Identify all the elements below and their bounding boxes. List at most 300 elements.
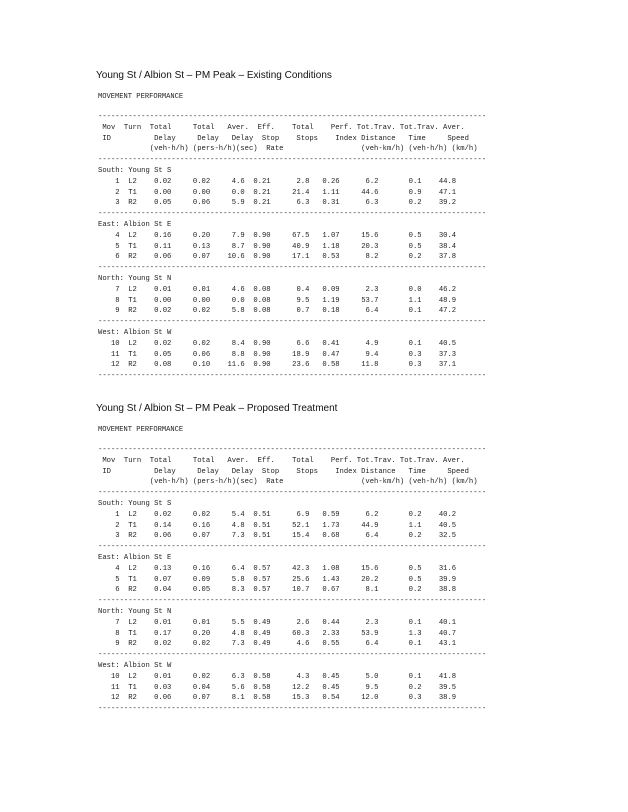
table-cell: 1.73 (309, 521, 340, 530)
section-title: Young St / Albion St – PM Peak – Existing Conditions (96, 70, 332, 81)
table-cell: 6.4 (210, 564, 245, 573)
table-cell: 0.20 (171, 629, 211, 638)
table-cell: 0.00 (171, 296, 211, 305)
table-cell: 0.16 (171, 564, 211, 573)
table-cell: 38.4 (421, 242, 457, 251)
table-cell: 53.9 (339, 629, 379, 638)
table-header-line: Mov Turn Total Total Aver. Eff. Total Perf. Tot.Trav. Tot.Trav. Aver. (98, 123, 465, 132)
table-cell: 11 (98, 683, 120, 692)
table-cell: 0.02 (171, 640, 211, 649)
table-cell: 4.8 (210, 629, 245, 638)
table-cell: 0.51 (244, 521, 271, 530)
table-cell: 0.5 (378, 575, 422, 584)
table-cell: 3 (98, 199, 120, 208)
table-cell: 1.43 (309, 575, 340, 584)
table-cell: 38.8 (421, 586, 457, 595)
table-cell: 5.4 (210, 510, 245, 519)
table-cell: 39.2 (421, 199, 457, 208)
table-cell: R2 (119, 361, 142, 370)
table-cell: 0.04 (141, 586, 172, 595)
table-cell: 0.05 (141, 350, 172, 359)
table-cell: 0.58 (244, 694, 271, 703)
table-cell: 4 (98, 564, 120, 573)
table-header-line: ID Delay Delay Delay Stop Stops Index Distance Time Speed (98, 467, 469, 476)
table-row (98, 231, 530, 242)
table-cell: 52.1 (270, 521, 310, 530)
table-cell: 0.07 (171, 694, 211, 703)
table-row (98, 177, 530, 188)
table-cell: R2 (119, 532, 142, 541)
table-cell: 37.1 (421, 361, 457, 370)
table-row (98, 339, 530, 350)
table-cell: 39.5 (421, 683, 457, 692)
table-cell: 0.01 (141, 618, 172, 627)
table-cell: 0.57 (244, 575, 271, 584)
table-cell: 60.3 (270, 629, 310, 638)
table-cell: 2 (98, 188, 120, 197)
rule-line: ------------------------------------------------------------------------------------------ (98, 543, 487, 552)
table-cell: T1 (119, 188, 142, 197)
approach-label: South: Young St S (98, 166, 172, 175)
table-cell: T1 (119, 242, 142, 251)
table-cell: 0.02 (141, 640, 172, 649)
table-cell: 0.3 (378, 694, 422, 703)
table-cell: 0.06 (171, 199, 211, 208)
table-cell: 3 (98, 532, 120, 541)
table-cell: 40.1 (421, 618, 457, 627)
table-cell: 47.2 (421, 307, 457, 316)
table-cell: 0.2 (378, 586, 422, 595)
table-row (98, 639, 530, 650)
table-cell: 6.6 (270, 339, 310, 348)
table-cell: 2.3 (339, 285, 379, 294)
table-cell: 1.3 (378, 629, 422, 638)
table-cell: T1 (119, 296, 142, 305)
table-cell: 0.09 (309, 285, 340, 294)
rule-line: ------------------------------------------------------------------------------------------ (98, 318, 487, 327)
table-row (98, 575, 530, 586)
table-cell: L2 (119, 231, 142, 240)
table-cell: 21.4 (270, 188, 310, 197)
table-cell: 0.44 (309, 618, 340, 627)
table-cell: 0.06 (141, 694, 172, 703)
table-cell: 8.3 (210, 586, 245, 595)
table-cell: 11.6 (210, 361, 245, 370)
table-cell: 9.5 (270, 296, 310, 305)
table-row (98, 683, 530, 694)
table-cell: 30.4 (421, 231, 457, 240)
table-cell: 0.54 (309, 694, 340, 703)
table-cell: L2 (119, 510, 142, 519)
table-cell: 0.51 (244, 532, 271, 541)
table-cell: 1.07 (309, 231, 340, 240)
rule-line: ------------------------------------------------------------------------------------------ (98, 597, 487, 606)
table-cell: 1.08 (309, 564, 340, 573)
table-cell: 48.9 (421, 296, 457, 305)
table-cell: 0.02 (171, 672, 211, 681)
table-row (98, 296, 530, 307)
table-cell: R2 (119, 253, 142, 262)
approach-label: West: Albion St W (98, 328, 172, 337)
table-cell: 0.00 (141, 296, 172, 305)
table-cell: 8 (98, 629, 120, 638)
table-cell: 0.41 (309, 339, 340, 348)
table-cell: 0.00 (171, 188, 211, 197)
table-cell: 15.6 (339, 564, 379, 573)
table-cell: 0.02 (141, 177, 172, 186)
table-cell: 0.1 (378, 307, 422, 316)
table-cell: 4.6 (210, 177, 245, 186)
table-cell: 0.58 (244, 683, 271, 692)
table-cell: 0.45 (309, 683, 340, 692)
table-cell: 5.5 (210, 618, 245, 627)
table-cell: 0.06 (141, 253, 172, 262)
table-cell: 40.7 (421, 629, 457, 638)
table-cell: 1 (98, 510, 120, 519)
table-cell: 0.45 (309, 672, 340, 681)
table-cell: 0.0 (378, 285, 422, 294)
table-cell: R2 (119, 307, 142, 316)
section-subtitle: MOVEMENT PERFORMANCE (98, 93, 184, 101)
table-cell: 0.06 (141, 532, 172, 541)
table-cell: 0.2 (378, 683, 422, 692)
table-cell: L2 (119, 285, 142, 294)
table-cell: 44.8 (421, 177, 457, 186)
table-cell: 0.1 (378, 177, 422, 186)
table-cell: 0.17 (141, 629, 172, 638)
table-cell: 0.08 (244, 307, 271, 316)
table-cell: 9.4 (339, 350, 379, 359)
table-cell: 11.8 (339, 361, 379, 370)
approach-label: North: Young St N (98, 274, 172, 283)
table-cell: L2 (119, 672, 142, 681)
table-cell: 0.5 (378, 564, 422, 573)
table-cell: 1.11 (309, 188, 340, 197)
approach-label: East: Albion St E (98, 553, 172, 562)
table-header-line: (veh-h/h) (pers-h/h)(sec) Rate (veh-km/h) (veh-h/h) (km/h) (98, 478, 478, 487)
table-cell: T1 (119, 575, 142, 584)
table-cell: 0.1 (378, 339, 422, 348)
table-cell: 0.59 (309, 510, 340, 519)
rule-line: ------------------------------------------------------------------------------------------ (98, 372, 487, 381)
table-cell: 0.2 (378, 532, 422, 541)
table-cell: 0.47 (309, 350, 340, 359)
table-cell: 12 (98, 361, 120, 370)
table-cell: 0.03 (141, 683, 172, 692)
rule-line: ------------------------------------------------------------------------------------------ (98, 264, 487, 273)
table-cell: 53.7 (339, 296, 379, 305)
table-cell: 20.3 (339, 242, 379, 251)
table-cell: 8.7 (210, 242, 245, 251)
table-cell: 41.8 (421, 672, 457, 681)
rule-line: ------------------------------------------------------------------------------------------ (98, 489, 487, 498)
movement-performance-table (98, 445, 530, 715)
table-cell: 46.2 (421, 285, 457, 294)
table-header-line: Mov Turn Total Total Aver. Eff. Total Perf. Tot.Trav. Tot.Trav. Aver. (98, 456, 465, 465)
table-cell: T1 (119, 683, 142, 692)
table-cell: L2 (119, 177, 142, 186)
section-title: Young St / Albion St – PM Peak – Proposed Treatment (96, 403, 338, 414)
table-cell: T1 (119, 350, 142, 359)
table-cell: 1.18 (309, 242, 340, 251)
table-cell: 0.90 (244, 242, 271, 251)
table-cell: 15.3 (270, 694, 310, 703)
table-cell: 40.5 (421, 339, 457, 348)
table-cell: 0.21 (244, 188, 271, 197)
table-row (98, 564, 530, 575)
table-cell: 6.2 (339, 177, 379, 186)
table-cell: 0.21 (244, 177, 271, 186)
table-cell: 2 (98, 521, 120, 530)
table-cell: 8.1 (210, 694, 245, 703)
table-cell: 0.57 (244, 586, 271, 595)
table-cell: 1.19 (309, 296, 340, 305)
table-cell: 39.9 (421, 575, 457, 584)
table-cell: 0.0 (210, 188, 245, 197)
table-cell: 0.16 (141, 231, 172, 240)
table-cell: T1 (119, 521, 142, 530)
table-cell: 0.68 (309, 532, 340, 541)
table-cell: 5.9 (210, 199, 245, 208)
table-cell: 0.90 (244, 361, 271, 370)
table-cell: 0.02 (171, 339, 211, 348)
table-cell: 0.90 (244, 253, 271, 262)
table-cell: L2 (119, 618, 142, 627)
table-cell: 0.3 (378, 350, 422, 359)
table-cell: 4.8 (210, 521, 245, 530)
table-row (98, 306, 530, 317)
table-cell: 5 (98, 575, 120, 584)
table-cell: 4.6 (210, 285, 245, 294)
table-cell: 0.51 (244, 510, 271, 519)
table-cell: 11 (98, 350, 120, 359)
table-row (98, 252, 530, 263)
table-cell: 0.04 (171, 683, 211, 692)
table-cell: 0.3 (378, 361, 422, 370)
table-cell: 6.2 (339, 510, 379, 519)
table-cell: 0.06 (171, 350, 211, 359)
table-cell: T1 (119, 629, 142, 638)
table-cell: 47.1 (421, 188, 457, 197)
table-cell: 15.4 (270, 532, 310, 541)
table-row (98, 585, 530, 596)
table-cell: 0.14 (141, 521, 172, 530)
table-cell: R2 (119, 199, 142, 208)
table-cell: 0.53 (309, 253, 340, 262)
table-cell: 0.07 (171, 532, 211, 541)
table-cell: 0.18 (309, 307, 340, 316)
table-cell: 0.02 (171, 307, 211, 316)
table-row (98, 198, 530, 209)
table-cell: 0.01 (171, 285, 211, 294)
table-cell: 6.3 (270, 199, 310, 208)
table-cell: 0.55 (309, 640, 340, 649)
table-cell: 7.3 (210, 640, 245, 649)
table-cell: 0.21 (244, 199, 271, 208)
approach-label: West: Albion St W (98, 661, 172, 670)
table-cell: 20.2 (339, 575, 379, 584)
table-cell: 6.4 (339, 532, 379, 541)
table-cell: 15.6 (339, 231, 379, 240)
table-cell: 7.3 (210, 532, 245, 541)
table-cell: 9.5 (339, 683, 379, 692)
rule-line: ------------------------------------------------------------------------------------------ (98, 651, 487, 660)
table-row (98, 188, 530, 199)
table-cell: 5.0 (339, 672, 379, 681)
table-cell: 1 (98, 177, 120, 186)
table-cell: 67.5 (270, 231, 310, 240)
table-cell: 0.05 (141, 199, 172, 208)
table-cell: 8.2 (339, 253, 379, 262)
table-cell: 0.90 (244, 350, 271, 359)
table-cell: 0.01 (141, 285, 172, 294)
table-cell: 0.1 (378, 640, 422, 649)
approach-label: East: Albion St E (98, 220, 172, 229)
table-row (98, 618, 530, 629)
table-cell: R2 (119, 586, 142, 595)
table-cell: 37.3 (421, 350, 457, 359)
table-row (98, 350, 530, 361)
table-cell: 0.26 (309, 177, 340, 186)
table-cell: 0.1 (378, 672, 422, 681)
table-cell: 40.5 (421, 521, 457, 530)
table-cell: 0.2 (378, 510, 422, 519)
table-cell: 8 (98, 296, 120, 305)
table-cell: 0.11 (141, 242, 172, 251)
table-cell: 12.2 (270, 683, 310, 692)
table-row (98, 672, 530, 683)
rule-line: ------------------------------------------------------------------------------------------ (98, 446, 487, 454)
rule-line: ------------------------------------------------------------------------------------------ (98, 210, 487, 219)
table-cell: 4.6 (270, 640, 310, 649)
table-cell: 37.8 (421, 253, 457, 262)
table-header-line: ID Delay Delay Delay Stop Stops Index Distance Time Speed (98, 134, 469, 143)
table-row (98, 521, 530, 532)
table-cell: 38.9 (421, 694, 457, 703)
table-cell: 0.07 (171, 253, 211, 262)
table-cell: 0.0 (210, 296, 245, 305)
table-cell: 4.3 (270, 672, 310, 681)
table-cell: 0.09 (171, 575, 211, 584)
table-cell: 8.1 (339, 586, 379, 595)
table-cell: 7.9 (210, 231, 245, 240)
table-cell: L2 (119, 564, 142, 573)
table-cell: 31.6 (421, 564, 457, 573)
table-cell: 0.57 (244, 564, 271, 573)
table-cell: 5.8 (210, 307, 245, 316)
table-cell: 2.8 (270, 177, 310, 186)
table-cell: 1.1 (378, 521, 422, 530)
table-cell: 17.1 (270, 253, 310, 262)
rule-line: ------------------------------------------------------------------------------------------ (98, 156, 487, 165)
table-cell: 8.8 (210, 350, 245, 359)
table-cell: 0.49 (244, 640, 271, 649)
table-cell: 6 (98, 586, 120, 595)
table-cell: 0.49 (244, 618, 271, 627)
table-cell: 10.6 (210, 253, 245, 262)
table-cell: 0.08 (141, 361, 172, 370)
table-cell: 10.7 (270, 586, 310, 595)
table-cell: 0.13 (141, 564, 172, 573)
table-cell: 0.90 (244, 339, 271, 348)
table-row (98, 531, 530, 542)
table-cell: 10 (98, 672, 120, 681)
rule-line: ------------------------------------------------------------------------------------------ (98, 113, 487, 121)
table-cell: 42.3 (270, 564, 310, 573)
table-cell: 7 (98, 618, 120, 627)
table-row (98, 693, 530, 704)
table-cell: 6 (98, 253, 120, 262)
table-cell: 0.90 (244, 231, 271, 240)
table-cell: 25.6 (270, 575, 310, 584)
table-cell: 0.01 (141, 672, 172, 681)
table-header-line: (veh-h/h) (pers-h/h)(sec) Rate (veh-km/h) (veh-h/h) (km/h) (98, 145, 478, 154)
table-cell: 0.1 (378, 618, 422, 627)
table-cell: 44.6 (339, 188, 379, 197)
table-cell: 0.01 (171, 618, 211, 627)
rule-line: ------------------------------------------------------------------------------------------ (98, 705, 487, 714)
table-cell: 4 (98, 231, 120, 240)
table-row (98, 510, 530, 521)
table-cell: 0.16 (171, 521, 211, 530)
table-cell: 10 (98, 339, 120, 348)
table-cell: 5 (98, 242, 120, 251)
table-cell: 0.58 (244, 672, 271, 681)
table-cell: 12 (98, 694, 120, 703)
table-row (98, 242, 530, 253)
approach-label: North: Young St N (98, 607, 172, 616)
table-cell: 0.9 (378, 188, 422, 197)
table-row (98, 285, 530, 296)
table-cell: 0.10 (171, 361, 211, 370)
table-cell: 0.4 (270, 285, 310, 294)
table-cell: 9 (98, 307, 120, 316)
table-cell: 2.6 (270, 618, 310, 627)
table-cell: 0.07 (141, 575, 172, 584)
table-cell: 18.9 (270, 350, 310, 359)
table-cell: 5.6 (210, 683, 245, 692)
table-cell: 0.02 (141, 510, 172, 519)
table-cell: 7 (98, 285, 120, 294)
table-cell: 0.5 (378, 242, 422, 251)
table-cell: 5.8 (210, 575, 245, 584)
table-cell: 2.33 (309, 629, 340, 638)
table-cell: 0.02 (141, 339, 172, 348)
table-cell: 0.31 (309, 199, 340, 208)
table-cell: 0.2 (378, 253, 422, 262)
table-cell: 6.4 (339, 307, 379, 316)
table-cell: 6.3 (339, 199, 379, 208)
table-cell: 6.3 (210, 672, 245, 681)
table-cell: 32.5 (421, 532, 457, 541)
section-subtitle: MOVEMENT PERFORMANCE (98, 426, 184, 434)
table-cell: 9 (98, 640, 120, 649)
approach-label: South: Young St S (98, 499, 172, 508)
table-cell: 0.67 (309, 586, 340, 595)
table-cell: 0.08 (244, 296, 271, 305)
table-row (98, 629, 530, 640)
table-cell: 0.49 (244, 629, 271, 638)
table-cell: 6.9 (270, 510, 310, 519)
table-cell: 43.1 (421, 640, 457, 649)
table-cell: 0.02 (171, 510, 211, 519)
table-cell: 2.3 (339, 618, 379, 627)
table-cell: 0.08 (244, 285, 271, 294)
table-cell: 4.9 (339, 339, 379, 348)
table-cell: 0.02 (141, 307, 172, 316)
table-cell: R2 (119, 694, 142, 703)
table-cell: 0.58 (309, 361, 340, 370)
